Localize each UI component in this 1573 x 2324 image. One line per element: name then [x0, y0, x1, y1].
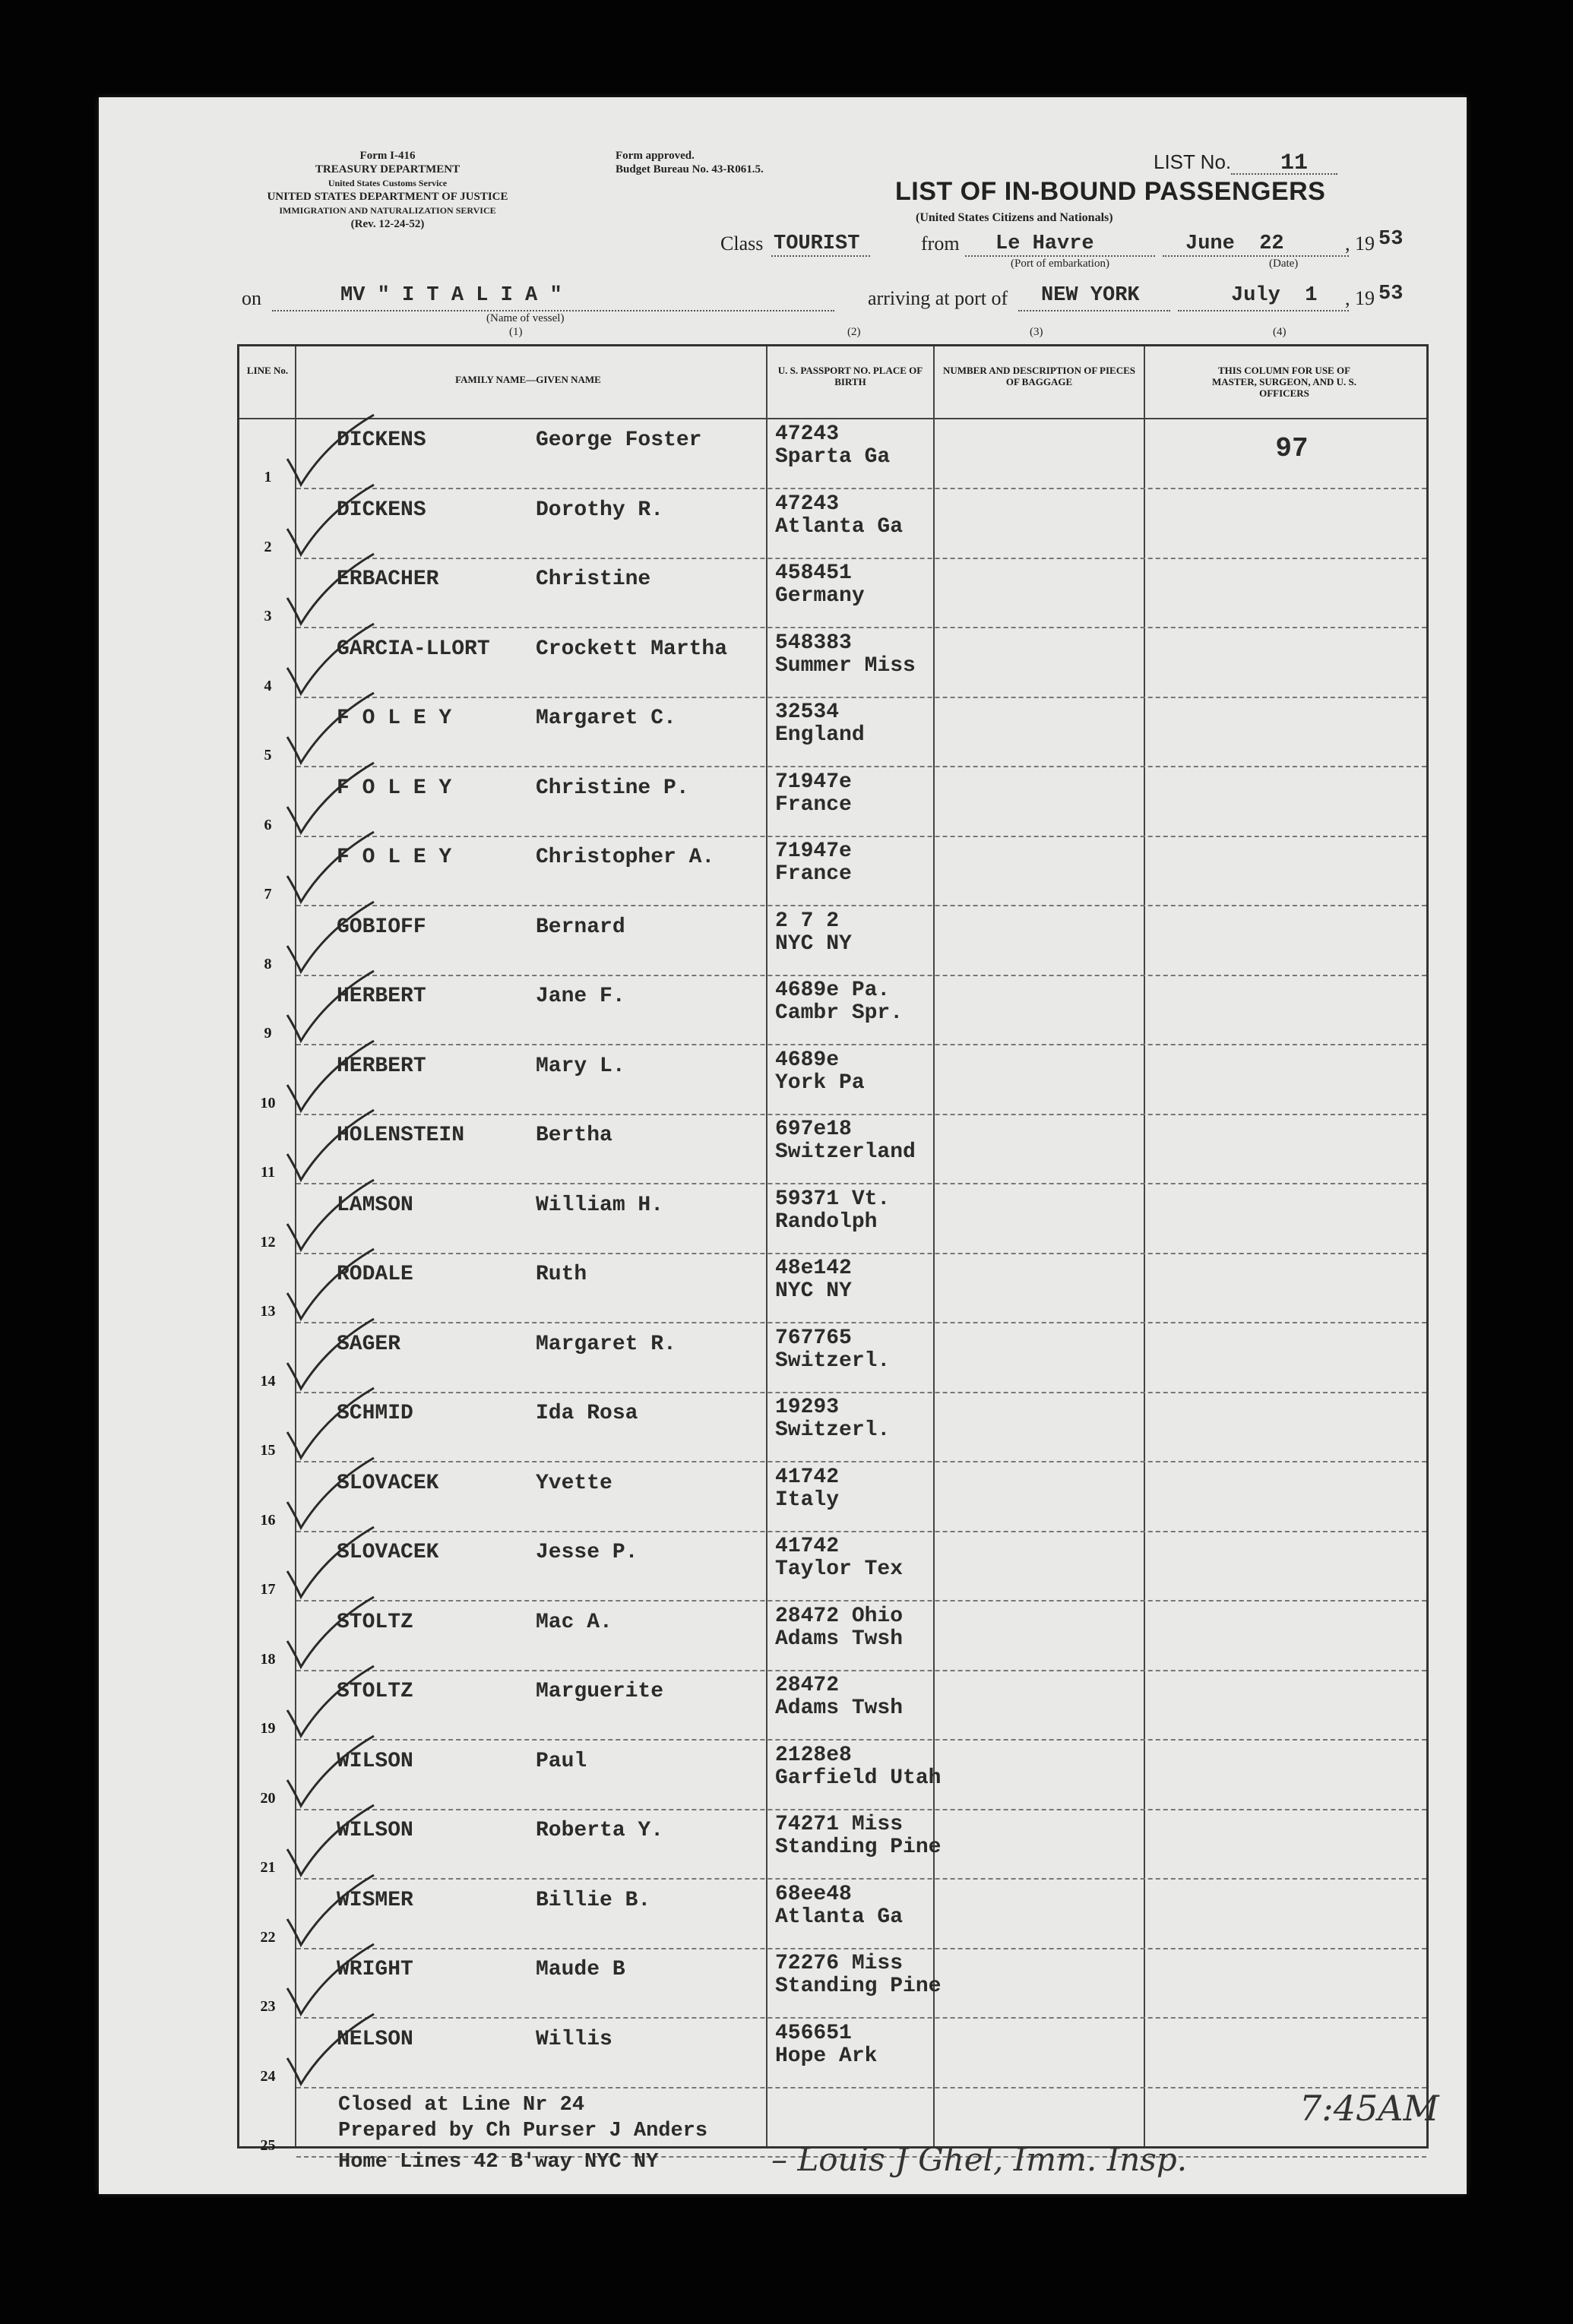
table-row [239, 1393, 1426, 1462]
given-name: Marguerite [536, 1680, 664, 1703]
table-row [239, 1532, 1426, 1602]
document-subtitle: (United States Citizens and Nationals) [916, 211, 1113, 224]
customs-service: United States Customs Service [328, 178, 448, 188]
year-prefix-2: , 19 [1345, 287, 1375, 309]
place-of-birth: Adams Twsh [775, 1696, 904, 1720]
revision: (Rev. 12-24-52) [350, 218, 425, 230]
place-of-birth: Switzerland [775, 1140, 916, 1164]
table-row [239, 1045, 1426, 1115]
line-number: 21 [260, 1859, 276, 1876]
line-number: 9 [264, 1025, 272, 1042]
passport-number: 71947e [775, 770, 852, 794]
table-row [239, 628, 1426, 698]
passenger-table [237, 344, 1429, 2154]
family-name: WISMER [337, 1888, 413, 1912]
date-line [1163, 255, 1349, 257]
port-line [1018, 310, 1170, 311]
line-number: 25 [260, 2137, 276, 2154]
line-number: 1 [264, 469, 272, 485]
header-name: FAMILY NAME—GIVEN NAME [455, 374, 601, 385]
embarkation-caption: (Port of embarkation) [1011, 258, 1109, 270]
line-number: 23 [260, 1998, 276, 2015]
family-name: SCHMID [337, 1402, 413, 1425]
place-of-birth: NYC NY [775, 931, 852, 956]
line-number: 15 [260, 1442, 276, 1459]
line-number: 13 [260, 1303, 276, 1320]
given-name: Margaret R. [536, 1332, 676, 1356]
passport-number: 458451 [775, 561, 852, 585]
given-name: Ruth [536, 1263, 587, 1286]
line-number: 22 [260, 1928, 276, 1946]
header-baggage: NUMBER AND DESCRIPTION OF PIECES OF BAGGAGE [942, 365, 1136, 387]
passport-number: 72276 Miss [775, 1952, 904, 1975]
list-number-value: 11 [1280, 150, 1309, 176]
given-name: William H. [536, 1193, 664, 1217]
year-2: 53 [1378, 283, 1404, 305]
vessel-name: MV " I T A L I A " [340, 284, 562, 307]
line-number: 16 [260, 1511, 276, 1529]
given-name: Jesse P. [536, 1541, 638, 1564]
given-name: Bertha [536, 1124, 612, 1147]
class-line [771, 255, 870, 257]
family-name: STOLTZ [337, 1680, 413, 1703]
table-row [239, 697, 1426, 767]
passport-number: 548383 [775, 631, 852, 655]
passport-number: 28472 [775, 1674, 840, 1697]
line-number: 11 [261, 1164, 275, 1181]
passport-number: 71947e [775, 839, 852, 863]
passport-number: 47243 [775, 422, 840, 446]
family-name: F O L E Y [337, 776, 452, 800]
arrival-date-line [1178, 310, 1349, 311]
passport-number: 32534 [775, 700, 840, 724]
given-name: Willis [536, 2027, 612, 2051]
family-name: GARCIA-LLORT [337, 637, 490, 661]
table-row [239, 1810, 1426, 1880]
family-name: SLOVACEK [337, 1471, 439, 1495]
passport-number: 456651 [775, 2021, 852, 2045]
budget-text: Budget Bureau No. 43-R061.5. [616, 163, 764, 175]
prepared-note: Prepared by Ch Purser J Anders [338, 2120, 708, 2142]
place-of-birth: Atlanta Ga [775, 1905, 904, 1929]
from-label: from [921, 232, 960, 255]
family-name: HERBERT [337, 985, 426, 1008]
place-of-birth: York Pa [775, 1070, 865, 1095]
year-col-num: (4) [1273, 326, 1287, 338]
table-row [239, 2019, 1426, 2088]
given-name: Crockett Martha [536, 637, 728, 661]
given-name: Roberta Y. [536, 1819, 664, 1842]
line-number: 3 [264, 608, 272, 624]
place-of-birth: NYC NY [775, 1279, 852, 1303]
document-title: LIST OF IN-BOUND PASSENGERS [895, 177, 1326, 206]
line-number: 7 [264, 886, 272, 903]
passport-number: 48e142 [775, 1257, 852, 1280]
passport-number: 41742 [775, 1465, 840, 1489]
table-row [239, 1741, 1426, 1810]
table-row [239, 1254, 1426, 1323]
line-number: 6 [264, 816, 272, 833]
line-number: 19 [260, 1720, 276, 1737]
line-number: 18 [260, 1650, 276, 1668]
line-number: 24 [260, 2067, 276, 2085]
place-of-birth: Randolph [775, 1209, 878, 1234]
class-label: Class [720, 232, 764, 255]
line-number: 14 [260, 1372, 276, 1390]
line-number: 4 [264, 677, 272, 694]
passport-number: 47243 [775, 492, 840, 516]
family-name: WILSON [337, 1749, 413, 1773]
year-prefix-1: , 19 [1345, 232, 1375, 255]
family-name: F O L E Y [337, 707, 452, 730]
table-row [239, 1323, 1426, 1393]
passport-number: 19293 [775, 1396, 840, 1419]
arrival-port: NEW YORK [1041, 284, 1140, 307]
given-name: Christine [536, 568, 651, 591]
family-name: DICKENS [337, 428, 426, 452]
embarkation-port: Le Havre [995, 232, 1094, 255]
passenger-list-document [99, 97, 1467, 2194]
table-row [239, 489, 1426, 559]
date-caption: (Date) [1269, 258, 1299, 270]
place-of-birth: Italy [775, 1488, 840, 1512]
table-row [239, 1602, 1426, 1671]
header-line-no: LINE No. [246, 365, 289, 376]
table-row [239, 836, 1426, 906]
passport-number: 697e18 [775, 1118, 852, 1141]
place-of-birth: Sparta Ga [775, 445, 891, 469]
passport-number: 4689e Pa. [775, 979, 891, 1002]
place-of-birth: Atlanta Ga [775, 514, 904, 539]
family-name: STOLTZ [337, 1610, 413, 1634]
table-row [239, 1184, 1426, 1254]
list-number-label: LIST No. [1154, 150, 1232, 173]
header-passport: U. S. PASSPORT NO. PLACE OF BIRTH [777, 365, 923, 387]
table-row [239, 1462, 1426, 1532]
form-number: Form I-416 [359, 150, 416, 162]
line-number: 10 [260, 1094, 276, 1111]
table-row [239, 906, 1426, 976]
given-name: Paul [536, 1749, 587, 1773]
table-row [239, 1949, 1426, 2019]
form-header-left [228, 149, 547, 231]
family-name: WRIGHT [337, 1958, 413, 1981]
given-name: Dorothy R. [536, 498, 664, 522]
place-of-birth: England [775, 723, 865, 747]
vessel-col-num: (1) [509, 326, 523, 338]
ins-service: IMMIGRATION AND NATURALIZATION SERVICE [279, 205, 496, 216]
place-of-birth: Standing Pine [775, 1835, 942, 1859]
given-name: Christopher A. [536, 846, 715, 869]
given-name: Ida Rosa [536, 1402, 638, 1425]
treasury-dept: TREASURY DEPARTMENT [315, 163, 461, 175]
place-of-birth: France [775, 862, 852, 886]
given-name: Billie B. [536, 1888, 651, 1912]
arrival-date: July 1 [1231, 284, 1318, 307]
family-name: RODALE [337, 1263, 413, 1286]
given-name: George Foster [536, 428, 702, 452]
inspector-signature: – Louis J Ghel, Imm. Insp. [771, 2141, 1188, 2178]
passport-number: 41742 [775, 1535, 840, 1558]
family-name: SAGER [337, 1332, 401, 1356]
table-row [239, 1671, 1426, 1741]
place-of-birth: Summer Miss [775, 653, 916, 678]
line-number: 12 [260, 1233, 276, 1251]
justice-dept: UNITED STATES DEPARTMENT OF JUSTICE [267, 191, 508, 203]
passport-number: 74271 Miss [775, 1813, 904, 1836]
table-row [239, 419, 1426, 489]
place-of-birth: Adams Twsh [775, 1627, 904, 1651]
given-name: Margaret C. [536, 707, 676, 730]
table-row [239, 1880, 1426, 1949]
embarkation-date: June 22 [1185, 232, 1284, 255]
table-row [239, 767, 1426, 837]
vessel-caption: (Name of vessel) [486, 312, 565, 324]
passport-number: 767765 [775, 1326, 852, 1350]
place-of-birth: Taylor Tex [775, 1557, 904, 1581]
given-name: Christine P. [536, 776, 689, 800]
line-number: 17 [260, 1581, 276, 1598]
line-number: 8 [264, 955, 272, 972]
check-mark [281, 2011, 380, 2095]
family-name: SLOVACEK [337, 1541, 439, 1564]
table-row [239, 1115, 1426, 1184]
given-name: Jane F. [536, 985, 625, 1008]
family-name: NELSON [337, 2027, 413, 2051]
given-name: Maude B [536, 1958, 625, 1981]
family-name: DICKENS [337, 498, 426, 522]
place-of-birth: Switzerl. [775, 1349, 891, 1373]
table-row [239, 558, 1426, 628]
place-of-birth: Standing Pine [775, 1975, 942, 1998]
handwritten-time: 7:45AM [1299, 2088, 1439, 2129]
closed-note: Closed at Line Nr 24 [338, 2094, 585, 2117]
family-name: ERBACHER [337, 568, 439, 591]
given-name: Bernard [536, 915, 625, 939]
approved-text: Form approved. [616, 150, 695, 162]
passport-number: 59371 Vt. [775, 1187, 891, 1211]
table-body [239, 419, 1426, 2154]
line-number: 5 [264, 747, 272, 764]
family-name: HERBERT [337, 1054, 426, 1078]
place-of-birth: Hope Ark [775, 2044, 878, 2068]
passport-number: 4689e [775, 1048, 840, 1072]
passport-number: 2 7 2 [775, 909, 840, 933]
place-of-birth: Garfield Utah [775, 1766, 942, 1790]
arriving-label: arriving at port of [868, 287, 1008, 309]
place-of-birth: Germany [775, 584, 865, 608]
line-number: 2 [264, 538, 272, 555]
place-of-birth: Switzerl. [775, 1418, 891, 1442]
passport-number: 2128e8 [775, 1743, 852, 1767]
line-number: 20 [260, 1789, 276, 1807]
family-name: WILSON [337, 1819, 413, 1842]
home-lines-note: Home Lines 42 B'way NYC NY [338, 2151, 659, 2174]
family-name: HOLENSTEIN [337, 1124, 465, 1147]
table-row [239, 975, 1426, 1045]
header-official: THIS COLUMN FOR USE OF MASTER, SURGEON, AND U. S. OFFICERS [1212, 365, 1356, 399]
class-value: TOURIST [774, 232, 860, 255]
family-name: GOBIOFF [337, 915, 426, 939]
family-name: F O L E Y [337, 846, 452, 869]
given-name: Yvette [536, 1471, 612, 1495]
official-count: 97 [1275, 433, 1309, 464]
place-of-birth: Cambr Spr. [775, 1001, 904, 1025]
given-name: Mac A. [536, 1610, 612, 1634]
arrival-col-num: (3) [1030, 326, 1043, 338]
year-1: 53 [1378, 228, 1404, 251]
on-label: on [242, 287, 261, 309]
place-of-birth: France [775, 792, 852, 817]
family-name: LAMSON [337, 1193, 413, 1217]
passport-number: 68ee48 [775, 1882, 852, 1906]
port-col-num: (2) [847, 326, 861, 338]
given-name: Mary L. [536, 1054, 625, 1078]
approval-block [616, 149, 764, 176]
passport-number: 28472 Ohio [775, 1604, 904, 1628]
